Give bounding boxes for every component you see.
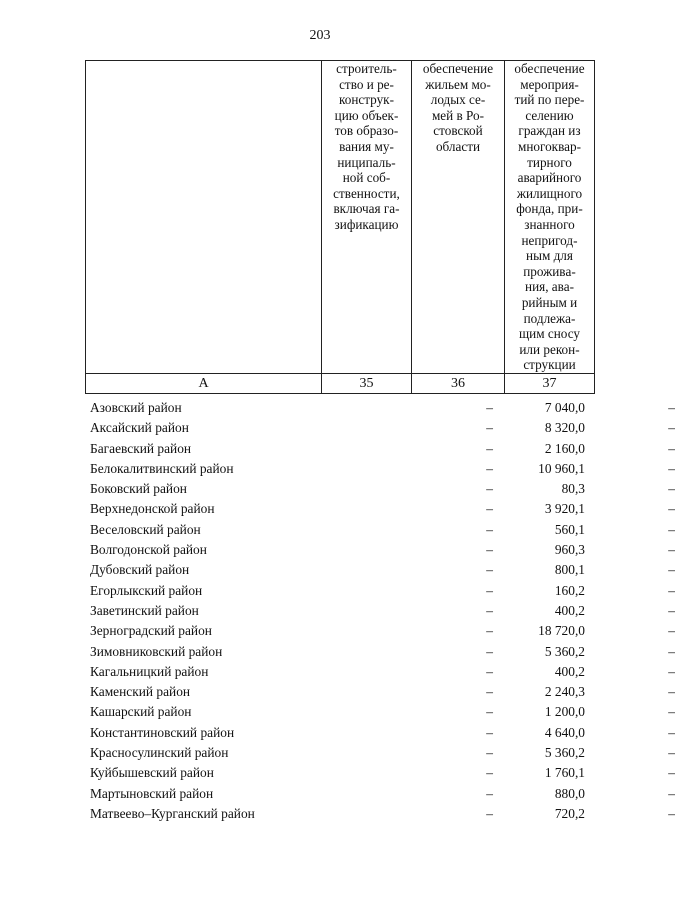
table-row bbox=[85, 459, 675, 479]
row-value-37: – bbox=[668, 460, 675, 476]
row-value-36: 2 240,3 bbox=[544, 684, 585, 700]
row-value-36: 7 040,0 bbox=[544, 400, 585, 415]
row-name: Белокалитвинский район bbox=[90, 460, 234, 476]
row-value-36: 560,1 bbox=[554, 521, 585, 537]
row-name: Дубовский район bbox=[90, 562, 190, 578]
row-value-35: – bbox=[486, 420, 493, 436]
code-cell-35: 35 bbox=[322, 374, 412, 394]
table-row bbox=[85, 499, 675, 519]
table-row bbox=[85, 520, 675, 540]
row-value-35: – bbox=[486, 562, 493, 578]
row-value-37: – bbox=[668, 562, 675, 578]
table-row bbox=[85, 560, 675, 580]
row-value-36: 1 760,1 bbox=[544, 765, 585, 781]
table-row bbox=[85, 702, 675, 722]
row-value-36: 5 360,2 bbox=[544, 745, 585, 761]
row-value-36: 2 160,0 bbox=[544, 440, 585, 456]
row-value-35: – bbox=[486, 745, 493, 761]
table-row bbox=[85, 804, 675, 824]
row-name: Егорлыкский район bbox=[90, 582, 203, 598]
row-value-37: – bbox=[668, 684, 675, 700]
row-value-35: – bbox=[486, 805, 493, 821]
row-value-36: 3 920,1 bbox=[544, 501, 585, 517]
table-row bbox=[85, 601, 675, 621]
header-cell-a bbox=[86, 61, 322, 374]
row-value-36: 800,1 bbox=[554, 562, 585, 578]
row-name: Куйбышевский район bbox=[90, 765, 214, 781]
table-row bbox=[85, 621, 675, 641]
row-value-36: 10 960,1 bbox=[538, 460, 585, 476]
row-name: Матвеево–Курганский район bbox=[90, 805, 255, 821]
row-value-37: – bbox=[668, 724, 675, 740]
row-name: Кагальницкий район bbox=[90, 663, 209, 679]
table-row bbox=[85, 743, 675, 763]
row-value-37: – bbox=[668, 542, 675, 558]
code-cell-a: А bbox=[86, 374, 322, 394]
table-row bbox=[85, 662, 675, 682]
table-header bbox=[85, 60, 595, 394]
header-cell-37 bbox=[505, 61, 595, 374]
row-name: Веселовский район bbox=[90, 521, 201, 537]
row-value-37: – bbox=[668, 582, 675, 598]
row-value-37: – bbox=[668, 745, 675, 761]
page-number: 203 bbox=[309, 28, 331, 43]
row-value-35: – bbox=[486, 724, 493, 740]
row-value-35: – bbox=[486, 684, 493, 700]
row-value-37: – bbox=[668, 521, 675, 537]
row-value-37: – bbox=[668, 704, 675, 720]
row-name: Константиновский район bbox=[90, 724, 235, 740]
table-row bbox=[85, 479, 675, 499]
row-value-35: – bbox=[486, 582, 493, 598]
row-value-36: 400,2 bbox=[554, 663, 585, 679]
row-value-36: 880,0 bbox=[554, 785, 585, 801]
row-value-35: – bbox=[486, 663, 493, 679]
row-name: Зерноградский район bbox=[90, 623, 212, 639]
row-value-36: 1 200,0 bbox=[544, 704, 585, 720]
row-value-35: – bbox=[486, 602, 493, 618]
row-value-36: 80,3 bbox=[561, 481, 585, 497]
row-name: Верхнедонской район bbox=[90, 501, 215, 517]
table-body bbox=[85, 398, 675, 824]
row-value-37: – bbox=[668, 805, 675, 821]
row-value-36: 4 640,0 bbox=[544, 724, 585, 740]
row-value-37: – bbox=[668, 440, 675, 456]
header-col36-text: обеспечение жильем мо- лодых се- мей в Ро- стовской области bbox=[422, 61, 494, 154]
row-value-35: – bbox=[486, 765, 493, 781]
row-name: Азовский район bbox=[90, 400, 182, 415]
table-row bbox=[85, 784, 675, 804]
row-value-37: – bbox=[668, 643, 675, 659]
row-value-35: – bbox=[486, 460, 493, 476]
row-value-36: 960,3 bbox=[554, 542, 585, 558]
row-value-37: – bbox=[668, 785, 675, 801]
row-value-35: – bbox=[486, 481, 493, 497]
table-row bbox=[85, 540, 675, 560]
row-value-35: – bbox=[486, 521, 493, 537]
header-cell-35 bbox=[322, 61, 412, 374]
row-value-36: 400,2 bbox=[554, 602, 585, 618]
table-row bbox=[85, 418, 675, 438]
row-value-36: 8 320,0 bbox=[544, 420, 585, 436]
row-value-35: – bbox=[486, 623, 493, 639]
table-row bbox=[85, 581, 675, 601]
table-row bbox=[85, 398, 675, 418]
header-col35-text: строитель- ство и ре- конструк- цию объек- тов образо- вания му- ниципаль- ной соб- ственности, включая га- зификацию bbox=[333, 61, 400, 232]
row-value-35: – bbox=[486, 785, 493, 801]
row-value-35: – bbox=[486, 704, 493, 720]
row-name: Волгодонской район bbox=[90, 542, 207, 558]
row-name: Боковский район bbox=[90, 481, 187, 497]
row-name: Аксайский район bbox=[90, 420, 189, 436]
header-col37-text: обеспечение мероприя- тий по пере- селению граждан из многоквар- тирного аварийного жилищного фонда, при- знанного непригод- ным для проживa- ния, ава- рийным и подлежа- щим сносу или рекон- струкции bbox=[514, 61, 585, 373]
row-value-35: – bbox=[486, 643, 493, 659]
row-name: Зимовниковский район bbox=[90, 643, 223, 659]
row-value-37: – bbox=[668, 481, 675, 497]
row-name: Багаевский район bbox=[90, 440, 192, 456]
row-value-35: – bbox=[486, 400, 493, 415]
row-value-37: – bbox=[668, 602, 675, 618]
row-value-36: 160,2 bbox=[554, 582, 585, 598]
row-value-37: – bbox=[668, 420, 675, 436]
row-value-37: – bbox=[668, 663, 675, 679]
row-name: Заветинский район bbox=[90, 602, 199, 618]
table-row bbox=[85, 723, 675, 743]
column-code-row bbox=[86, 374, 595, 394]
row-value-35: – bbox=[486, 501, 493, 517]
row-value-36: 720,2 bbox=[554, 805, 585, 821]
code-cell-37: 37 bbox=[505, 374, 595, 394]
table-row bbox=[85, 682, 675, 702]
row-name: Кашарский район bbox=[90, 704, 192, 720]
table-row bbox=[85, 763, 675, 783]
header-row bbox=[86, 61, 595, 374]
row-name: Каменский район bbox=[90, 684, 191, 700]
row-value-35: – bbox=[486, 542, 493, 558]
table-row bbox=[85, 642, 675, 662]
row-value-37: – bbox=[668, 501, 675, 517]
row-value-37: – bbox=[668, 400, 675, 415]
row-name: Красносулинский район bbox=[90, 745, 229, 761]
row-value-36: 5 360,2 bbox=[544, 643, 585, 659]
table-row bbox=[85, 439, 675, 459]
code-cell-36: 36 bbox=[412, 374, 505, 394]
row-name: Мартыновский район bbox=[90, 785, 214, 801]
header-cell-36 bbox=[412, 61, 505, 374]
row-value-37: – bbox=[668, 623, 675, 639]
row-value-37: – bbox=[668, 765, 675, 781]
row-value-36: 18 720,0 bbox=[538, 623, 585, 639]
row-value-35: – bbox=[486, 440, 493, 456]
